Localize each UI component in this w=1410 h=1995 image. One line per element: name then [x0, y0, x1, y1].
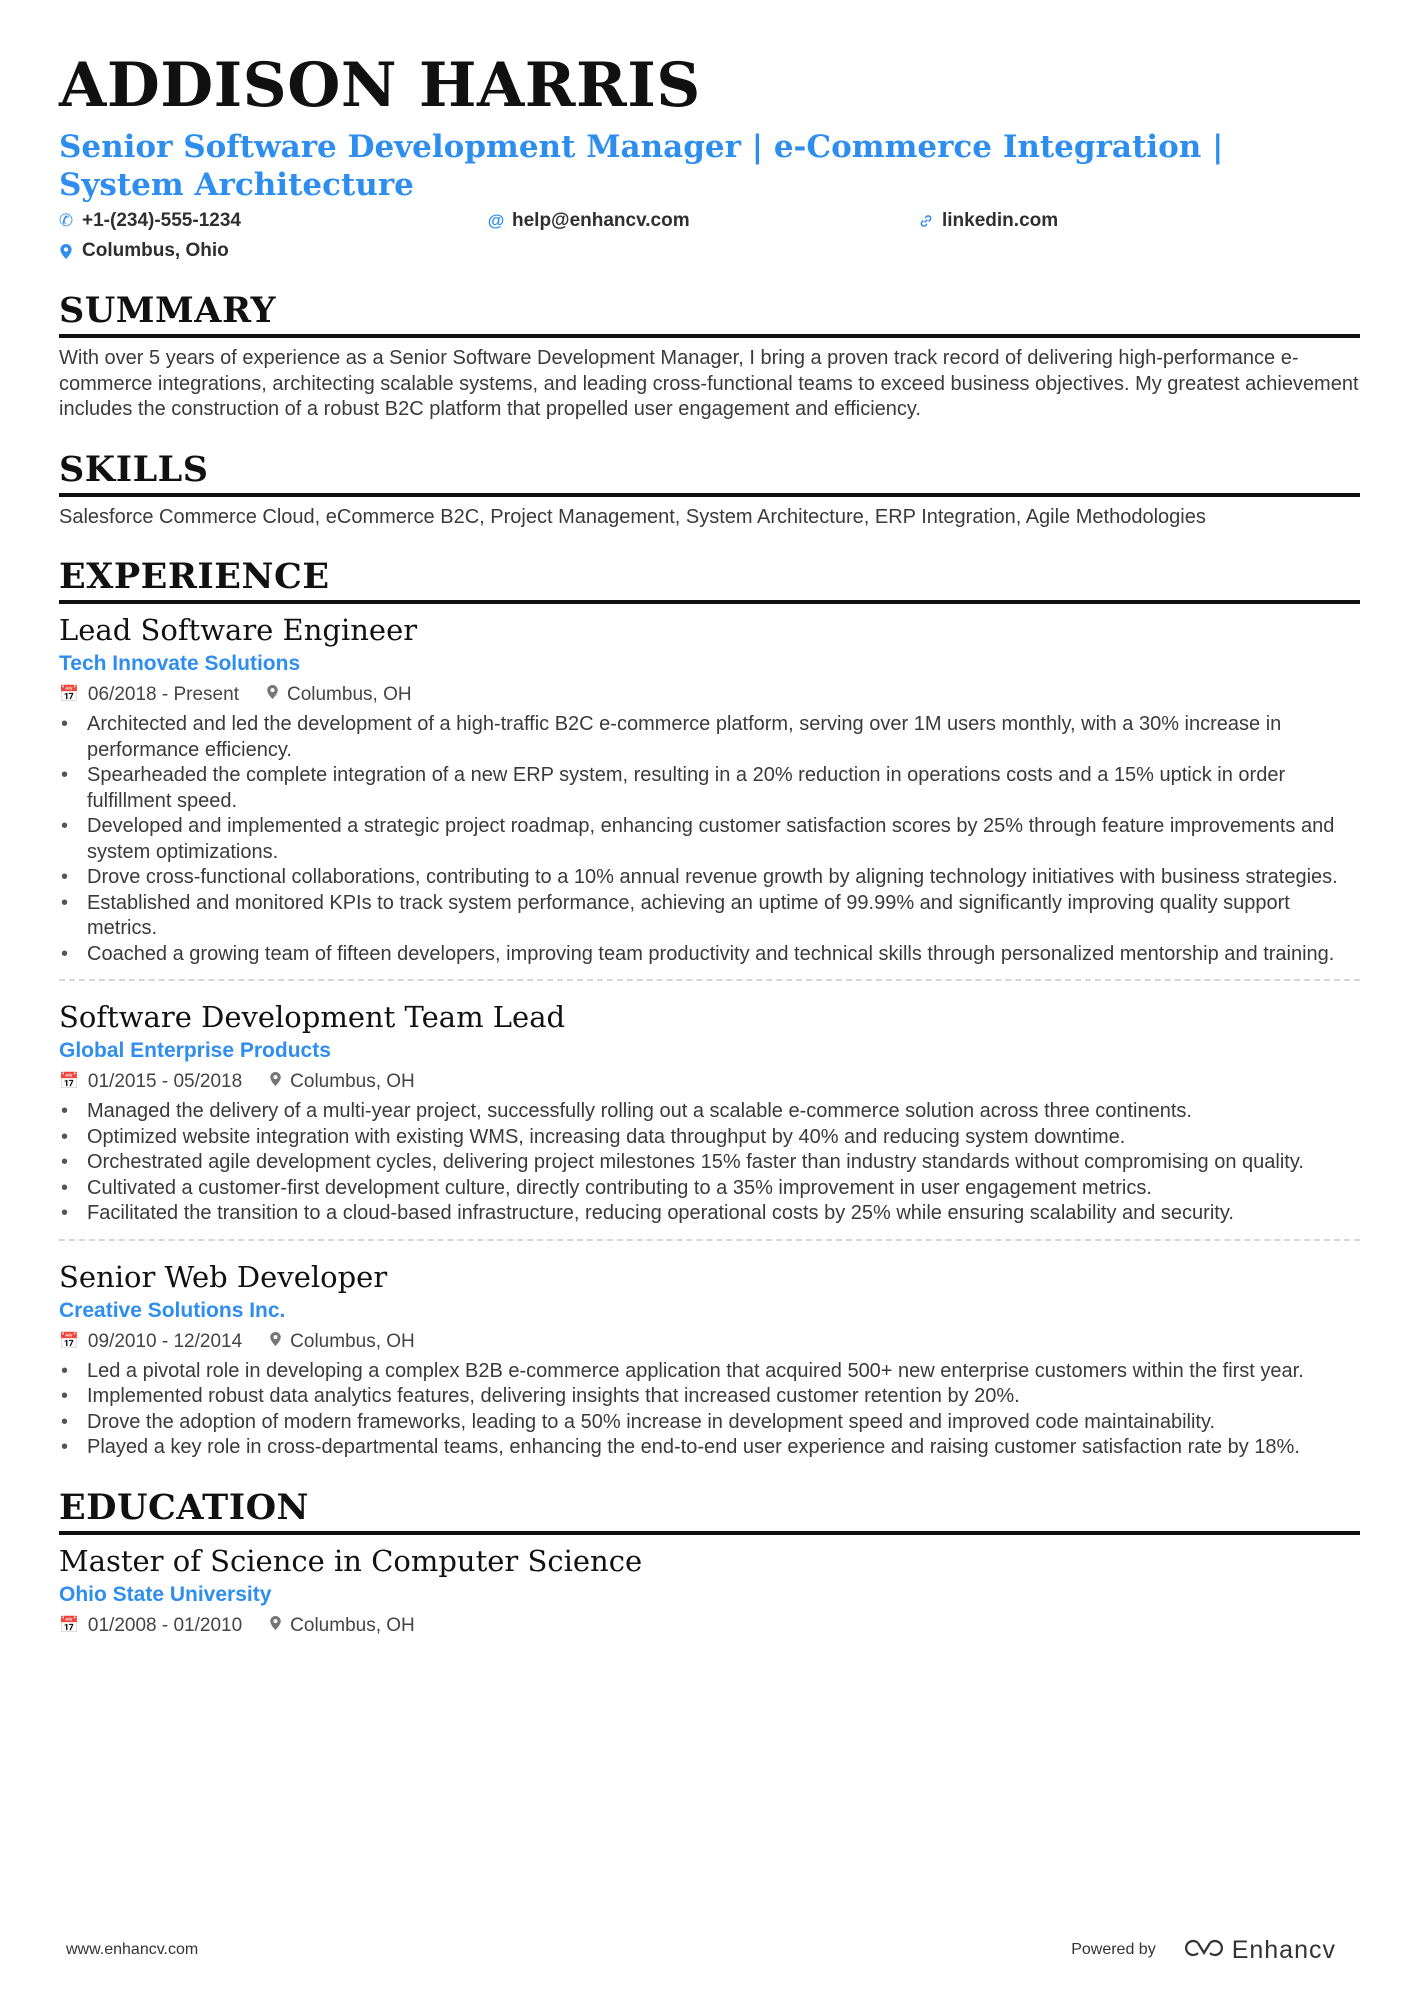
calendar-icon: 📅 — [59, 1073, 79, 1090]
list-item: • Drove cross-functional collaborations, contributing to a 10% annual revenue growth by aligning technology initiatives with business strategies. — [59, 865, 1361, 891]
job-meta — [59, 1069, 1360, 1095]
school-name: Ohio State University — [59, 1582, 272, 1606]
skills-text: Salesforce Commerce Cloud, eCommerce B2C, Project Management, System Architecture, ERP Integration, Agile Methodologies — [59, 505, 1206, 528]
summary-section — [59, 290, 1360, 423]
phone-icon: ✆ — [58, 211, 74, 230]
company-name: Creative Solutions Inc. — [59, 1298, 286, 1322]
job-title: Lead Software Engineer — [59, 613, 418, 647]
list-item: • Played a key role in cross-departmental teams, enhancing the end-to-end user experience and raising customer satisfaction rate by 18%. — [59, 1435, 1361, 1461]
education-section — [59, 1487, 1360, 1645]
location-text: Columbus, Ohio — [82, 240, 229, 261]
skills-heading: SKILLS — [59, 449, 1360, 497]
education-heading: EDUCATION — [59, 1487, 1360, 1535]
summary-text: With over 5 years of experience as a Senior Software Development Manager, I bring a proven track record of delivering high-performance e-commerce integrations, architecting scalable systems, and leading cross-functional teams to exceed business objectives. My greatest achievement includes the construction of a robust B2C platform that propelled user engagement and efficiency. — [59, 347, 1359, 420]
candidate-name: ADDISON HARRIS — [59, 50, 701, 121]
calendar-icon: 📅 — [59, 1616, 79, 1634]
job-bullets — [59, 1099, 1361, 1227]
email-address[interactable]: help@enhancv.com — [512, 210, 690, 231]
education-location-text: Columbus, OH — [290, 1614, 415, 1636]
list-item: • Facilitated the transition to a cloud-based infrastructure, reducing operational costs by 25% while ensuring scalability and security. — [59, 1201, 1361, 1227]
contact-email[interactable] — [489, 208, 919, 234]
job-entry — [59, 612, 1360, 973]
at-icon: @ — [487, 211, 505, 230]
contact-linkedin[interactable] — [919, 208, 1279, 234]
education-entry — [59, 1543, 1360, 1645]
job-meta — [59, 682, 1360, 708]
job-location-text: Columbus, OH — [290, 1071, 415, 1092]
experience-heading: EXPERIENCE — [59, 556, 1360, 604]
map-pin-icon — [59, 244, 73, 259]
job-location — [267, 682, 412, 708]
list-item: • Architected and led the development of a high-traffic B2C e-commerce platform, serving over 1M users monthly, with a 30% increase in performance efficiency. — [59, 712, 1361, 763]
job-location-text: Columbus, OH — [290, 1330, 415, 1352]
phone-number: +1-(234)-555-1234 — [82, 210, 241, 231]
enhancv-logo-icon — [1182, 1934, 1226, 1966]
footer-website-link[interactable]: www.enhancv.com — [66, 1941, 199, 1958]
list-item: • Cultivated a customer-first development culture, directly contributing to a 35% improvement in user engagement metrics. — [59, 1176, 1361, 1202]
map-pin-icon — [270, 1613, 281, 1639]
list-item: • Drove the adoption of modern frameworks, leading to a 50% increase in development speed and improved code maintainability. — [59, 1410, 1361, 1436]
education-location — [270, 1613, 415, 1639]
experience-section — [59, 556, 1360, 1467]
list-item: • Managed the delivery of a multi-year project, successfully rolling out a scalable e-commerce solution across three continents. — [59, 1099, 1361, 1125]
map-pin-icon — [267, 682, 278, 708]
contact-location — [59, 238, 489, 264]
contact-phone — [59, 208, 489, 234]
headline-title: Senior Software Development Manager | e-Commerce Integration | System Architecture — [59, 129, 1224, 203]
link-icon — [919, 214, 933, 228]
degree-title: Master of Science in Computer Science — [59, 1543, 643, 1578]
list-item: • Orchestrated agile development cycles, delivering project milestones 15% faster than industry standards without compromising on quality. — [59, 1150, 1361, 1176]
list-item: • Optimized website integration with existing WMS, increasing data throughput by 40% and reducing system downtime. — [59, 1125, 1361, 1151]
map-pin-icon — [270, 1329, 281, 1355]
job-location-text: Columbus, OH — [286, 684, 412, 705]
job-bullets — [59, 1359, 1361, 1461]
contact-info — [59, 208, 1360, 264]
education-meta — [59, 1613, 1360, 1639]
job-bullets — [59, 712, 1361, 967]
list-item: • Established and monitored KPIs to track system performance, achieving an uptime of 99.99% and significantly improving quality support metrics. — [59, 891, 1361, 942]
job-dates: 01/2015 - 05/2018 — [87, 1071, 243, 1092]
job-meta — [59, 1329, 1360, 1355]
list-item: • Developed and implemented a strategic project roadmap, enhancing customer satisfaction scores by 25% through feature improvements and system optimizations. — [59, 814, 1361, 865]
calendar-icon: 📅 — [59, 686, 79, 703]
job-location — [270, 1069, 415, 1095]
skills-section — [59, 449, 1360, 531]
list-item: • Implemented robust data analytics features, delivering insights that increased customer retention by 20%. — [59, 1384, 1361, 1410]
list-item: • Coached a growing team of fifteen developers, improving team productivity and technical skills through personalized mentorship and training. — [59, 942, 1361, 968]
company-name: Global Enterprise Products — [59, 1039, 331, 1062]
job-location — [270, 1329, 415, 1355]
job-entry — [59, 979, 1360, 1233]
job-entry — [59, 1239, 1360, 1467]
job-title: Senior Web Developer — [59, 1259, 388, 1294]
company-name: Tech Innovate Solutions — [59, 652, 301, 675]
summary-heading: SUMMARY — [59, 290, 1360, 338]
footer-brand — [1071, 1934, 1336, 1966]
education-dates: 01/2008 - 01/2010 — [87, 1614, 243, 1636]
job-dates: 09/2010 - 12/2014 — [87, 1330, 243, 1352]
list-item: • Led a pivotal role in developing a complex B2B e-commerce application that acquired 500+ new enterprise customers within the first year. — [59, 1359, 1361, 1385]
map-pin-icon — [270, 1069, 281, 1095]
enhancv-brand-name: Enhancv — [1231, 1935, 1336, 1964]
linkedin-link[interactable]: linkedin.com — [942, 210, 1059, 231]
page-footer — [66, 1934, 1336, 1966]
job-dates: 06/2018 - Present — [87, 684, 239, 705]
job-title: Software Development Team Lead — [59, 1000, 566, 1034]
powered-by-label: Powered by — [1071, 1941, 1156, 1958]
calendar-icon: 📅 — [59, 1332, 79, 1350]
list-item: • Spearheaded the complete integration of a new ERP system, resulting in a 20% reduction in operations costs and a 15% uptick in order fulfillment speed. — [59, 763, 1361, 814]
